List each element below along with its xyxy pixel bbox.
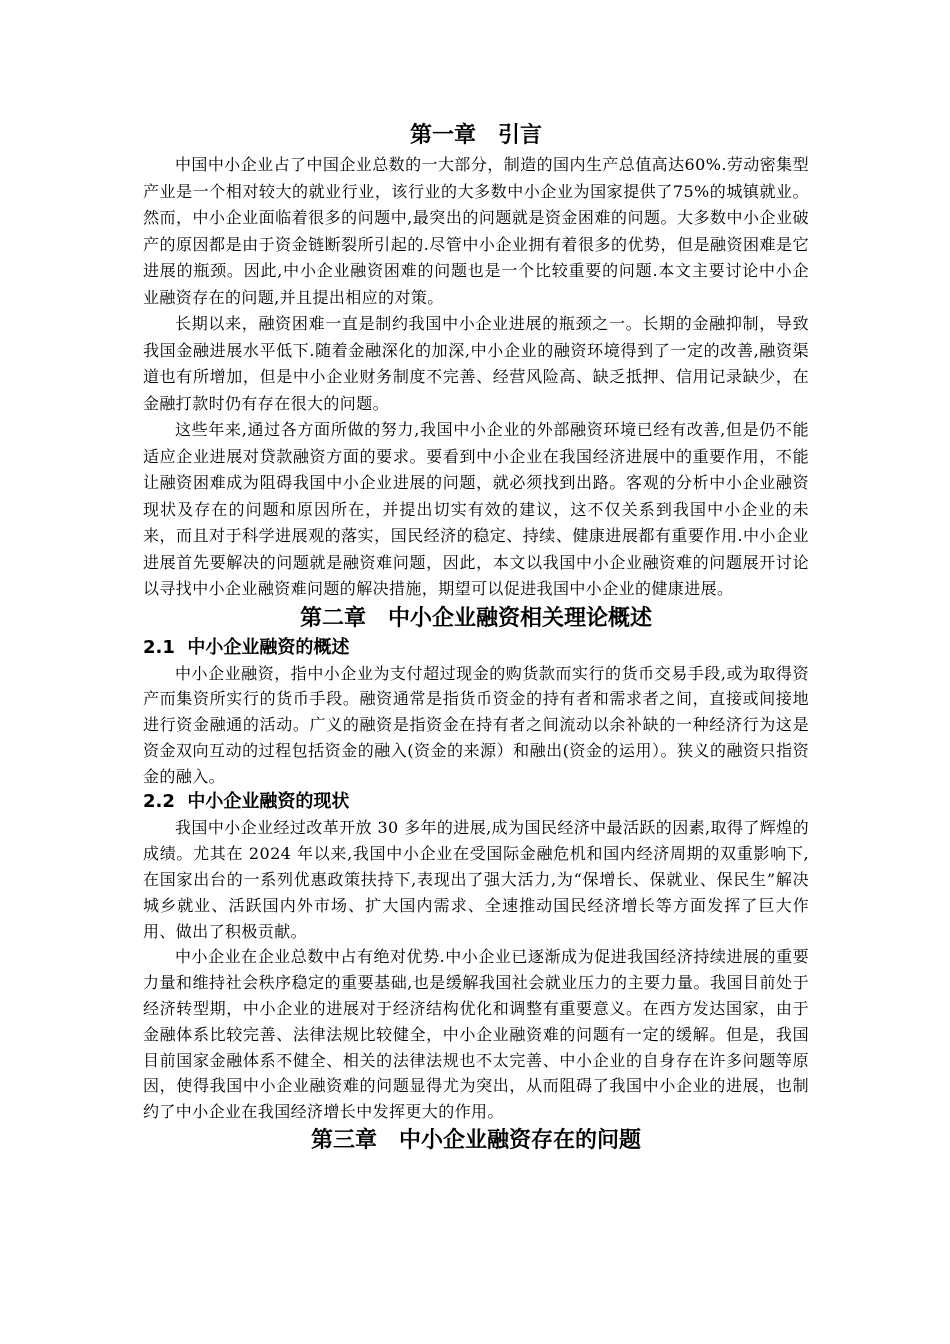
- chapter-1-paragraph: 这些年来,通过各方面所做的努力,我国中小企业的外部融资环境已经有改善,但是仍不能适应企业进展对贷款融资方面的要求。要看到中小企业在我国经济进展中的重要作用，不能让融资困难成为阻碍我国中小企业进展的问题，就必须找到出路。客观的分析中小企业融资现状及存在的问题和原因所在，并提出切实有效的建议，这不仅关系到我国中小企业的未来，而且对于科学进展观的落实，国民经济的稳定、持续、健康进展都有重要作用.中小企业进展首先要解决的问题就是融资难问题，因此，本文以我国中小企业融资难的问题展开讨论以寻找中小企业融资难问题的解决措施，期望可以促进我国中小企业的健康进展。: [143, 420, 809, 598]
- chapter-2-title: 第二章 中小企业融资相关理论概述: [299, 605, 652, 631]
- chapter-1-title: 第一章 引言: [409, 123, 542, 148]
- chapter-1-paragraph: 中国中小企业占了中国企业总数的一大部分，制造的国内生产总值高达60%.劳动密集型产业是一个相对较大的就业行业，该行业的大多数中小企业为国家提供了75%的城镇就业。然而，中小企业面临着很多的问题中,最突出的问题就是资金困难的问题。大多数中小企业破产的原因都是由于资金链断裂所引起的.尽管中小企业拥有着很多的优势，但是融资困难是它进展的瓶颈。因此,中小企业融资困难的问题也是一个比较重要的问题.本文主要讨论中小企业融资存在的问题,并且提出相应的对策。: [143, 155, 809, 307]
- section-2-2-title: 2.2 中小企业融资的现状: [143, 791, 350, 813]
- chapter-3-title: 第三章 中小企业融资存在的问题: [310, 1128, 641, 1154]
- chapter-1-paragraph: 长期以来，融资困难一直是制约我国中小企业进展的瓶颈之一。长期的金融抑制，导致我国金融进展水平低下.随着金融深化的加深,中小企业的融资环境得到了一定的改善,融资渠道也有所增加，但是中小企业财务制度不完善、经营风险高、缺乏抵押、信用记录缺少，在金融打款时仍有存在很大的问题。: [143, 314, 809, 413]
- section-2-2-paragraph: 我国中小企业经过改革开放 30 多年的进展,成为国民经济中最活跃的因素,取得了辉煌的成绩。尤其在 2024 年以来,我国中小企业在受国际金融危机和国内经济周期的双重影响下,在国家出台的一系列优惠政策扶持下,表现出了强大活力,为“保增长、保就业、保民生”解决城乡就业、活跃国内外市场、扩大国内需求、全速推动国民经济增长等方面发挥了巨大作用、做出了积极贡献。: [143, 818, 809, 941]
- document-page: [143, 120, 809, 1157]
- section-2-2-paragraph: 中小企业在企业总数中占有绝对优势.中小企业已逐渐成为促进我国经济持续进展的重要力量和维持社会秩序稳定的重要基础,也是缓解我国社会就业压力的主要力量。我国目前处于经济转型期，中小企业的进展对于经济结构优化和调整有重要意义。在西方发达国家，由于金融体系比较完善、法律法规比较健全，中小企业融资难的问题有一定的缓解。但是，我国目前国家金融体系不健全、相关的法律法规也不太完善、中小企业的自身存在许多问题等原因，使得我国中小企业融资难的问题显得尤为突出，从而阻碍了我国中小企业的进展，也制约了中小企业在我国经济增长中发挥更大的作用。: [143, 947, 809, 1122]
- section-2-1-title: 2.1 中小企业融资的概述: [143, 636, 350, 658]
- section-2-1-paragraph: 中小企业融资，指中小企业为支付超过现金的购货款而实行的货币交易手段,或为取得资产而集资所实行的货币手段。融资通常是指货币资金的持有者和需求者之间，直接或间接地进行资金融通的活动。广义的融资是指资金在持有者之间流动以余补缺的一种经济行为这是资金双向互动的过程包括资金的融入(资金的来源）和融出(资金的运用）。狭义的融资只指资金的融入。: [143, 663, 809, 786]
